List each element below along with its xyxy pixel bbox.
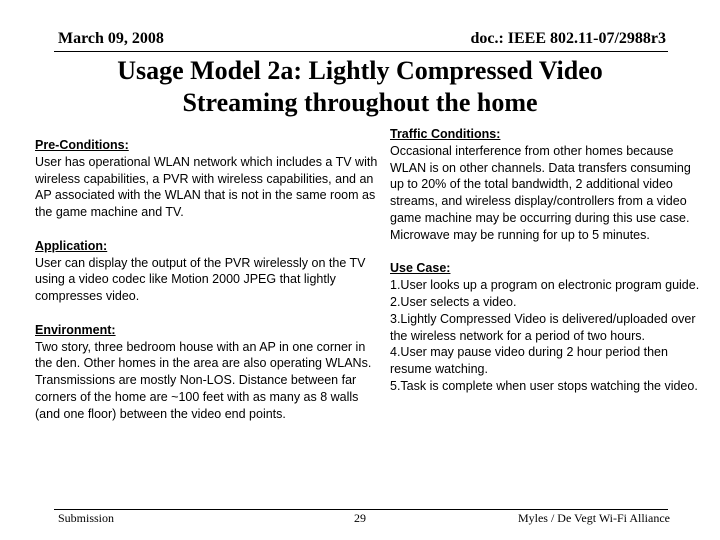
use-case-step: 4.User may pause video during 2 hour period then resume watching. [390,345,668,377]
use-case-step: 3.Lightly Compressed Video is delivered/uploaded over the wireless network for a period of two hours. [390,311,696,343]
footer-submission: Submission [58,511,115,525]
footer-page-number: 29 [354,511,366,525]
slide-title [40,55,680,119]
header-doc-id: doc.: IEEE 802.11-07/2988r3 [470,30,666,47]
header-date: March 09, 2008 [58,30,164,47]
use-case-step: 1.User looks up a program on electronic program guide. [390,278,700,293]
use-case-steps [390,277,708,395]
use-case-heading: Use Case: [390,261,451,276]
use-case-step: 5.Task is complete when user stops watching the video. [390,378,698,393]
footer-rule [54,509,668,510]
use-case-step: 2.User selects a video. [390,294,517,309]
application-heading: Application: [35,238,108,253]
title-line-2: Streaming throughout the home [182,88,538,117]
header-rule [54,51,668,52]
environment-text: Two story, three bedroom house with an AP in one corner in the den. Other homes in the area are also operating WLANs. Transmissions are mostly Non-LOS. Distance between far corners of the home are ~100 feet with as many as 8 walls (and one floor) between the video end points. [35,339,372,421]
traffic-section [390,126,708,244]
traffic-text: Occasional interference from other homes because WLAN is on other channels. Data transfers consuming up to 20% of the total bandwidth, 2 additional video streams, and wireless display/controllers from a video game machine may be occurring during this use case. Microwave may be running for up to 5 minutes. [390,143,691,242]
title-line-1: Usage Model 2a: Lightly Compressed Video [117,56,603,85]
preconditions-heading: Pre-Conditions: [35,138,129,152]
application-text: User can display the output of the PVR wirelessly on the TV using a video codec like Motion 2000 JPEG that lightly compresses video. [35,255,366,304]
preconditions-section [35,137,385,221]
use-case-section [390,260,708,394]
application-section [35,238,385,305]
left-column [35,137,385,439]
footer-authors: Myles / De Vegt Wi-Fi Alliance [517,511,670,525]
preconditions-text: User has operational WLAN network which includes a TV with wireless capabilities, a PVR with wireless capabilities, and an AP associated with the WLAN that is not in the same room as the game machine and TV. [35,154,378,220]
environment-section [35,322,385,423]
right-column [390,126,708,395]
environment-heading: Environment: [35,322,116,337]
traffic-heading: Traffic Conditions: [390,127,501,141]
